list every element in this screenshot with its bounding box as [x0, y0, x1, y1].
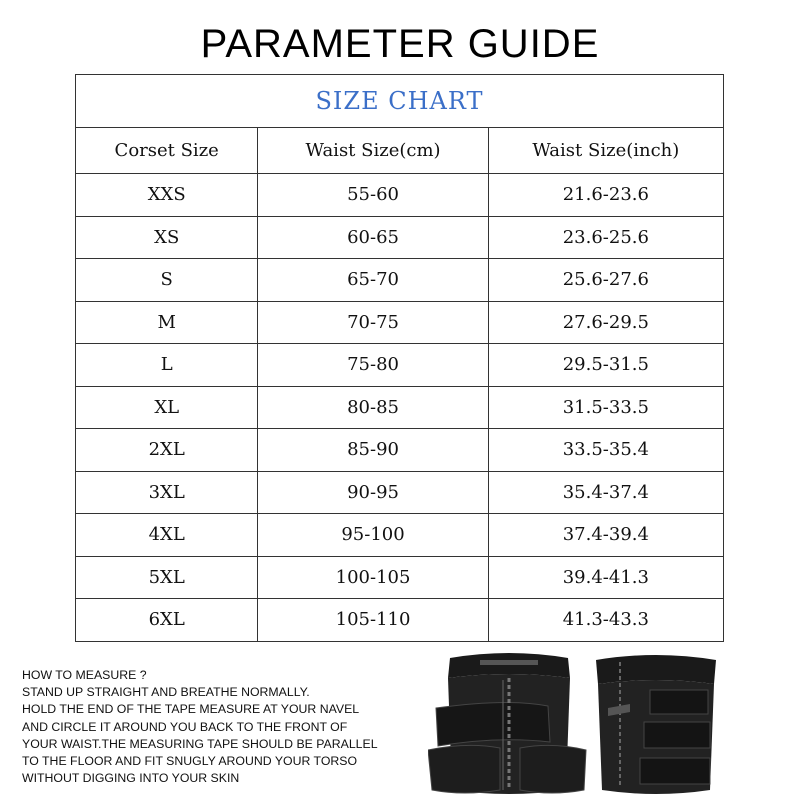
header-row	[76, 128, 724, 174]
header-waist-inch: Waist Size(inch)	[488, 128, 723, 174]
header-waist-cm: Waist Size(cm)	[258, 128, 488, 174]
waist-cm-cell: 60-65	[258, 216, 488, 259]
waist-cm-cell: 85-90	[258, 429, 488, 472]
header-corset-size: Corset Size	[76, 128, 258, 174]
waist-cm-cell: 80-85	[258, 386, 488, 429]
waist-cm-cell: 65-70	[258, 259, 488, 302]
corset-size-cell: 6XL	[76, 599, 258, 642]
table-row	[76, 259, 724, 302]
size-chart-table	[75, 74, 724, 642]
corset-size-cell: S	[76, 259, 258, 302]
corset-size-cell: M	[76, 301, 258, 344]
table-row	[76, 429, 724, 472]
measure-line: TO THE FLOOR AND FIT SNUGLY AROUND YOUR TORSO	[22, 754, 358, 769]
measure-line: WITHOUT DIGGING INTO YOUR SKIN	[22, 771, 240, 786]
table-row	[76, 386, 724, 429]
corset-size-cell: 4XL	[76, 514, 258, 557]
waist-inch-cell: 31.5-33.5	[488, 386, 723, 429]
measure-line: HOLD THE END OF THE TAPE MEASURE AT YOUR NAVEL	[22, 702, 360, 717]
waist-inch-cell: 27.6-29.5	[488, 301, 723, 344]
waist-inch-cell: 33.5-35.4	[488, 429, 723, 472]
measure-line: YOUR WAIST.THE MEASURING TAPE SHOULD BE PARALLEL	[22, 736, 378, 751]
waist-inch-cell: 37.4-39.4	[488, 514, 723, 557]
table-row	[76, 471, 724, 514]
waist-inch-cell: 29.5-31.5	[488, 344, 723, 387]
table-row	[76, 344, 724, 387]
waist-inch-cell: 35.4-37.4	[488, 471, 723, 514]
corset-size-cell: 3XL	[76, 471, 258, 514]
table-row	[76, 174, 724, 217]
how-to-measure-text	[22, 667, 422, 787]
table-caption: SIZE CHART	[76, 75, 724, 128]
waist-inch-cell: 21.6-23.6	[488, 174, 723, 217]
waist-cm-cell: 90-95	[258, 471, 488, 514]
waist-cm-cell: 105-110	[258, 599, 488, 642]
measure-heading: HOW TO MEASURE ?	[22, 668, 147, 682]
waist-inch-cell: 41.3-43.3	[488, 599, 723, 642]
table-row	[76, 514, 724, 557]
table-row	[76, 301, 724, 344]
caption-row	[76, 75, 724, 128]
waist-trainer-back-image	[590, 650, 722, 795]
table-row	[76, 556, 724, 599]
waist-inch-cell: 39.4-41.3	[488, 556, 723, 599]
waist-cm-cell: 70-75	[258, 301, 488, 344]
table-body	[76, 174, 724, 642]
corset-size-cell: L	[76, 344, 258, 387]
corset-size-cell: XS	[76, 216, 258, 259]
waist-cm-cell: 100-105	[258, 556, 488, 599]
corset-size-cell: XL	[76, 386, 258, 429]
table-row	[76, 599, 724, 642]
corset-size-cell: 2XL	[76, 429, 258, 472]
measure-line: STAND UP STRAIGHT AND BREATHE NORMALLY.	[22, 685, 310, 700]
waist-cm-cell: 95-100	[258, 514, 488, 557]
page-title: PARAMETER GUIDE	[200, 22, 600, 66]
waist-cm-cell: 55-60	[258, 174, 488, 217]
waist-cm-cell: 75-80	[258, 344, 488, 387]
measure-line: AND CIRCLE IT AROUND YOU BACK TO THE FRONT OF	[22, 719, 348, 734]
waist-inch-cell: 25.6-27.6	[488, 259, 723, 302]
corset-size-cell: 5XL	[76, 556, 258, 599]
table-row	[76, 216, 724, 259]
waist-trainer-front-image	[428, 650, 590, 795]
waist-inch-cell: 23.6-25.6	[488, 216, 723, 259]
corset-size-cell: XXS	[76, 174, 258, 217]
